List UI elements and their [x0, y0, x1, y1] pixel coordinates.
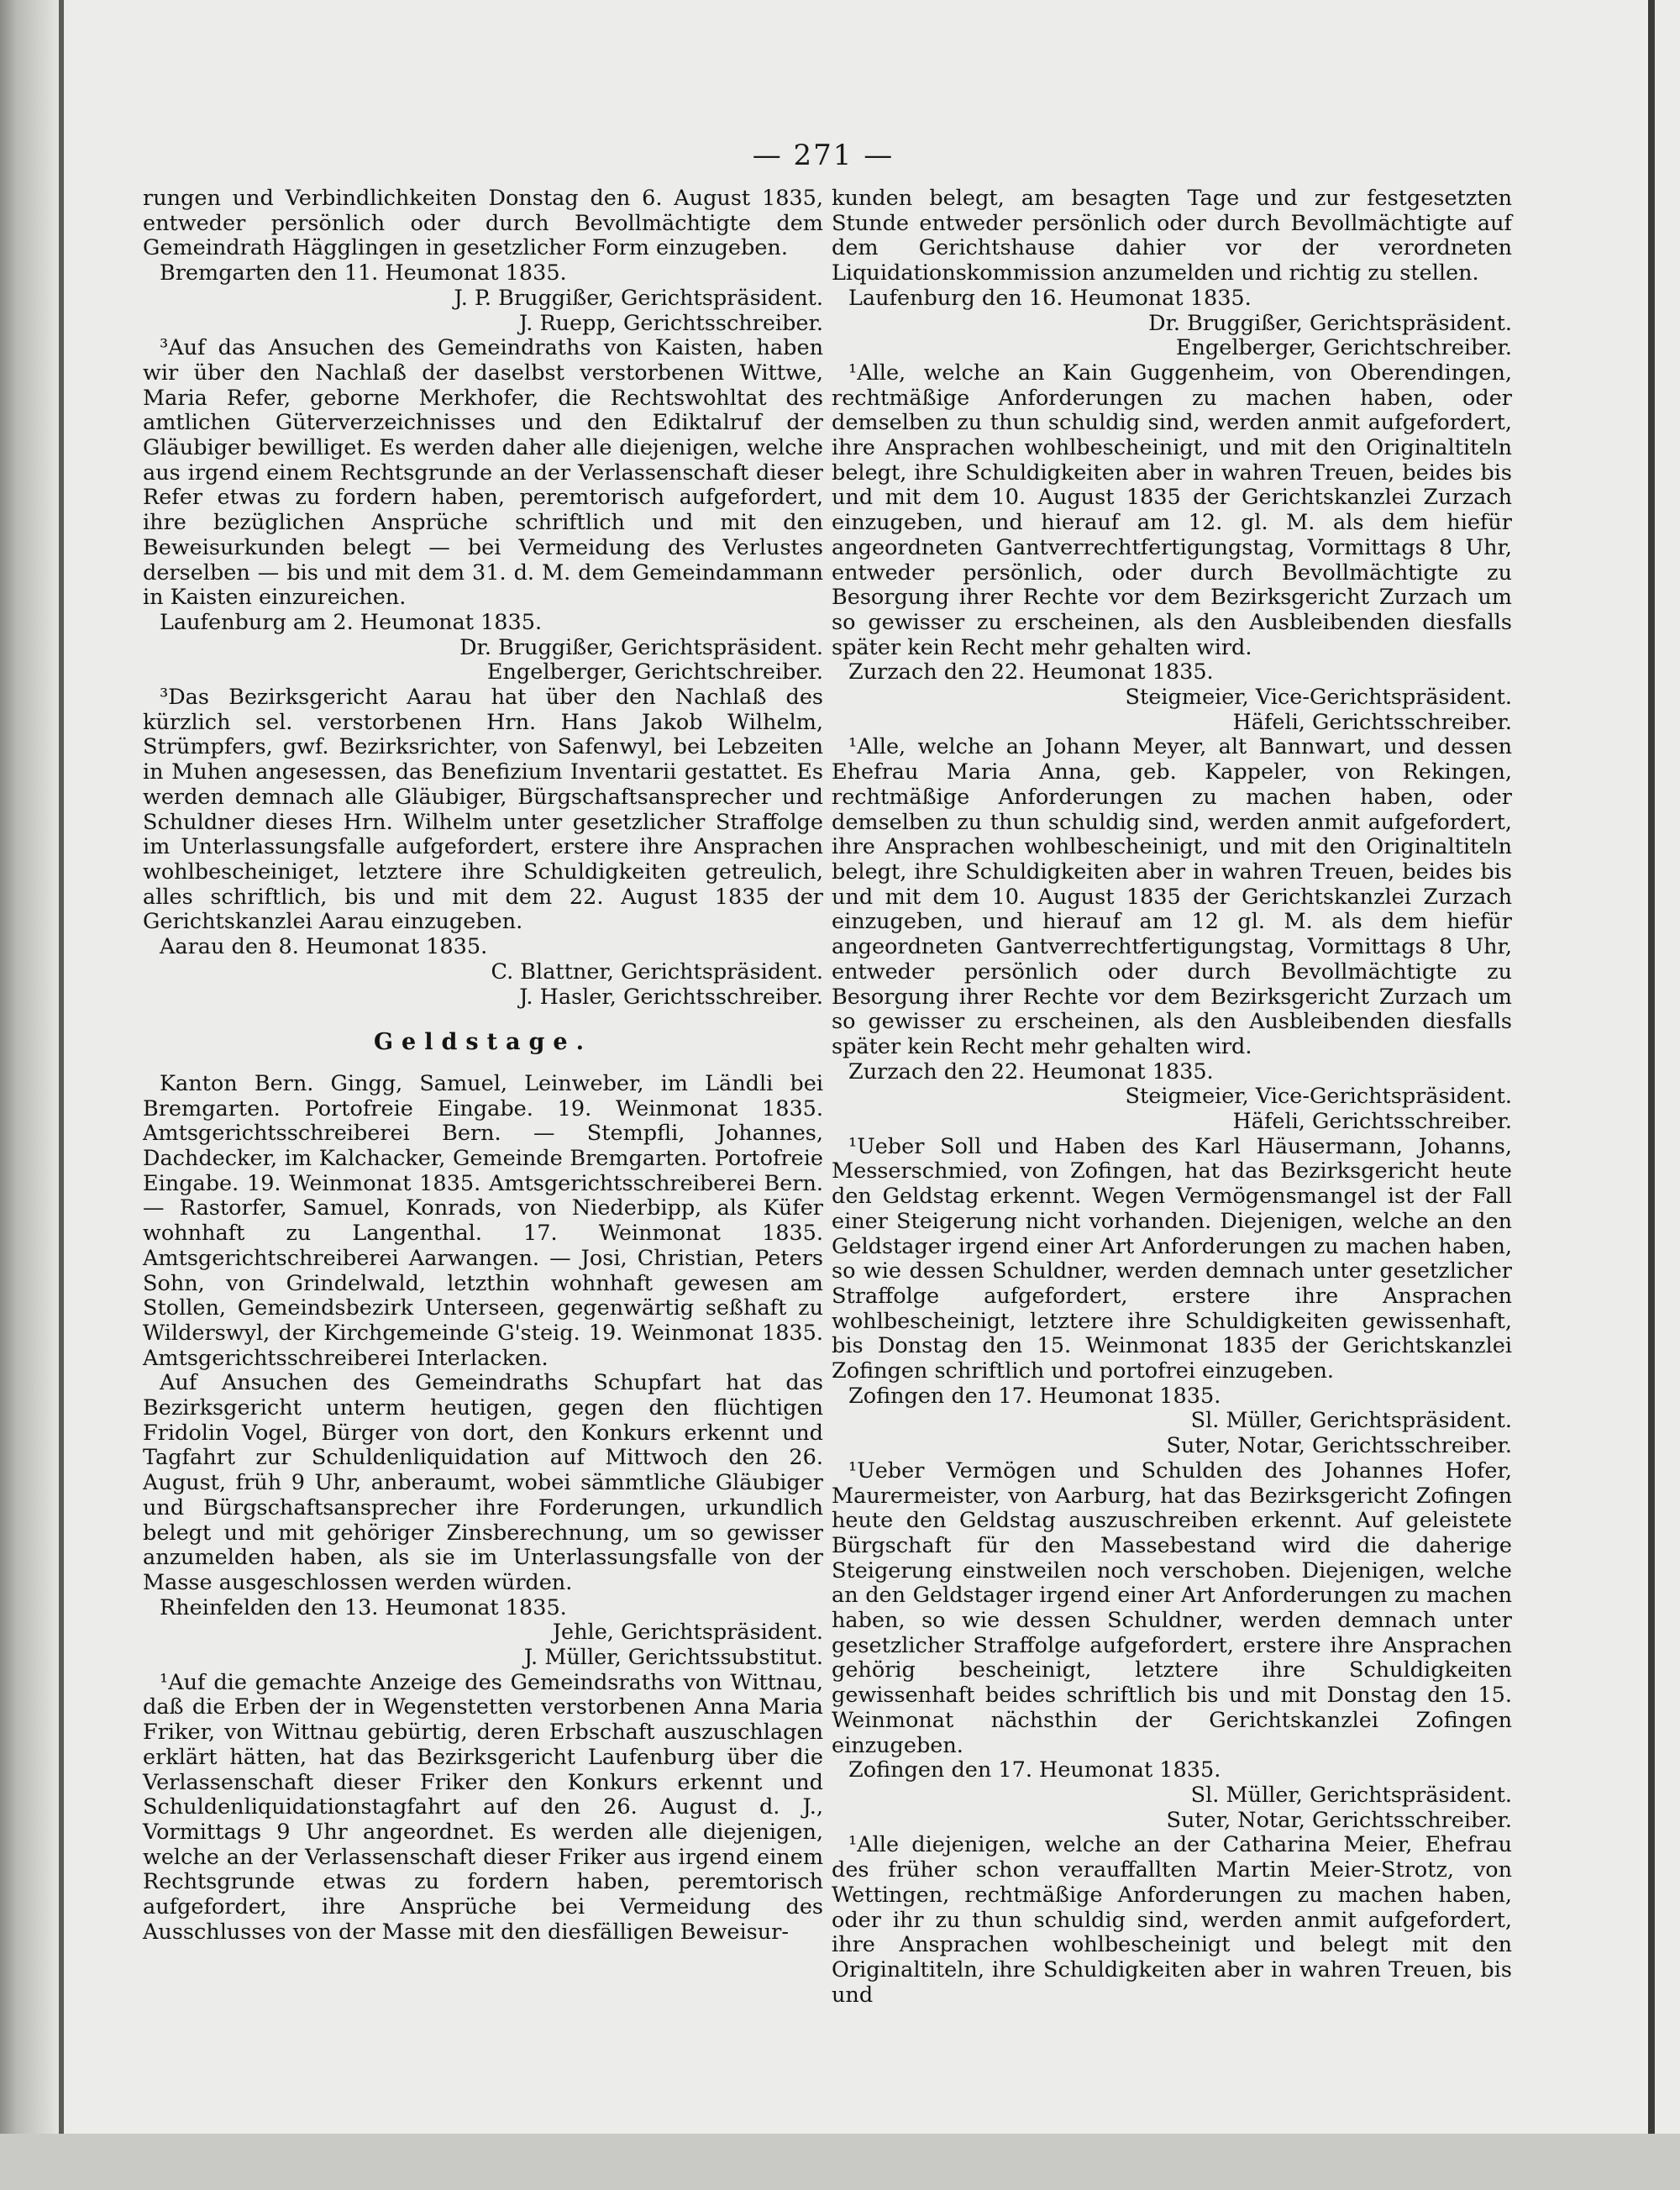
signature: Sl. Müller, Gerichtspräsident. — [1190, 1783, 1512, 1808]
paragraph: ³Auf das Ansuchen des Gemeindraths von Kaisten, haben wir über den Nachlaß der daselbst verstorbenen Wittwe, Maria Refer, geborne Merkhofer, die Rechtswohltat des amtlichen Güterverzeichnisses und den Ediktalruf der Gläubiger bewilliget. Es werden daher alle diejenigen, welche aus irgend einem Rechtsgrunde an der Verlassenschaft dieser Refer etwas zu fordern haben, peremtorisch aufgefordert, ihre bezüglichen Ansprüche schriftlich und mit den Beweisurkunden belegt — bei Vermeidung des Verlustes derselben — bis und mit dem 31. d. M. dem Gemeindammann in Kaisten einzureichen. — [143, 335, 823, 611]
signature: J. Hasler, Gerichtsschreiber. — [519, 984, 823, 1010]
signature: Sl. Müller, Gerichtspräsident. — [1190, 1408, 1512, 1434]
signature: Häfeli, Gerichtsschreiber. — [1232, 1109, 1512, 1135]
signature: J. P. Bruggißer, Gerichtspräsident. — [454, 285, 823, 311]
left-column — [143, 186, 823, 1946]
signature: C. Blattner, Gerichtspräsident. — [491, 958, 823, 985]
section-heading: Geldstage. — [374, 1029, 592, 1056]
signature: J. Müller, Gerichtssubstitut. — [523, 1645, 823, 1671]
place-date: Zofingen den 17. Heumonat 1835. — [848, 1757, 1221, 1783]
paragraph: ¹Ueber Vermögen und Schulden des Johannes Hofer, Maurermeister, von Aarburg, hat das Bezirksgericht Zofingen heute den Geldstag auszuschreiben erkennt. Auf geleistete Bürgschaft für den Massebestand wird die daherige Steigerung einstweilen noch verschoben. Diejenigen, welche an den Geldstager irgend einer Art Anforderungen zu machen haben, so wie dessen Schuldner, werden demnach unter gesetzlicher Straffolge aufgefordert, erstere ihre Ansprachen gehörig bescheinigt, letztere ihre Schuldigkeiten gewissenhaft beides schriftlich bis und mit Donstag den 15. Weinmonat nächsthin der Gerichtskanzlei Zofingen einzugeben. — [832, 1457, 1512, 1758]
place-date: Zurzach den 22. Heumonat 1835. — [848, 659, 1214, 685]
signature: Engelberger, Gerichtschreiber. — [1175, 335, 1512, 361]
signature: Häfeli, Gerichtsschreiber. — [1232, 709, 1512, 735]
place-date: Bremgarten den 11. Heumonat 1835. — [160, 260, 567, 286]
paragraph: ¹Ueber Soll und Haben des Karl Häusermann, Johanns, Messerschmied, von Zofingen, hat das Bezirksgericht heute den Geldstag erkennt. Wegen Vermögensmangel ist der Fall einer Steigerung nicht vorhanden. Diejenigen, welche an den Geldstager irgend einer Art Anforderungen zu machen haben, so wie dessen Schuldner, werden demnach unter gesetzlicher Straffolge aufgefordert, erstere ihre Ansprachen wohlbescheinigt, letztere ihre Schuldigkeiten gewissenhaft, bis Donstag den 15. Weinmonat 1835 der Gerichtskanzlei Zofingen schriftlich und portofrei einzugeben. — [832, 1133, 1512, 1384]
place-date: Zurzach den 22. Heumonat 1835. — [848, 1058, 1214, 1084]
signature: Steigmeier, Vice-Gerichtspräsident. — [1125, 1084, 1512, 1110]
paragraph: Kanton Bern. Gingg, Samuel, Leinweber, im Ländli bei Bremgarten. Portofreie Eingabe. 19. Weinmonat 1835. Amtsgerichtsschreiberei Bern. — Stempfli, Johannes, Dachdecker, im Kalchacker, Gemeinde Bremgarten. Portofreie Eingabe. 19. Weinmonat 1835. Amtsgerichtsschreiberei Bern. — Rastorfer, Samuel, Konrads, von Niederbipp, als Küfer wohnhaft zu Langenthal. 17. Weinmonat 1835. Amtsgerichtschreiberei Aarwangen. — Josi, Christian, Peters Sohn, von Grindelwald, letzthin wohnhaft gewesen am Stollen, Gemeindsbezirk Unterseen, gegenwärtig seßhaft zu Wilderswyl, der Kirchgemeinde G'steig. 19. Weinmonat 1835. Amtsgerichtsschreiberei Interlacken. — [143, 1070, 823, 1371]
signature: Dr. Bruggißer, Gerichtspräsident. — [459, 634, 823, 660]
place-date: Aarau den 8. Heumonat 1835. — [160, 934, 488, 960]
paragraph: ³Das Bezirksgericht Aarau hat über den Nachlaß des kürzlich sel. verstorbenen Hrn. Hans Jakob Wilhelm, Strümpfers, gwf. Bezirksrichter, von Safenwyl, bei Lebzeiten in Muhen angesessen, das Benefizium Inventarii gestattet. Es werden demnach alle Gläubiger, Bürgschaftsansprecher und Schuldner dieses Hrn. Wilhelm unter gesetzlicher Straffolge im Unterlassungsfalle aufgefordert, erstere ihre Ansprachen wohlbescheiniget, letztere ihre Schuldigkeiten getreulich, alles schriftlich, bis und mit dem 22. August 1835 der Gerichtskanzlei Aarau einzugeben. — [143, 685, 823, 935]
page-number: — 271 — — [752, 139, 895, 172]
signature: Steigmeier, Vice-Gerichtspräsident. — [1125, 685, 1512, 711]
scan-margin-left — [0, 0, 59, 2190]
place-date: Zofingen den 17. Heumonat 1835. — [848, 1383, 1221, 1409]
place-date: Laufenburg am 2. Heumonat 1835. — [160, 609, 543, 635]
signature: Suter, Notar, Gerichtsschreiber. — [1166, 1433, 1512, 1459]
signature: J. Ruepp, Gerichtsschreiber. — [518, 310, 823, 336]
signature: Engelberger, Gerichtschreiber. — [486, 659, 823, 685]
signature: Suter, Notar, Gerichtsschreiber. — [1166, 1807, 1512, 1833]
paragraph: ¹Alle diejenigen, welche an der Catharina Meier, Ehefrau des früher schon verauffallten Martin Meier-Strotz, von Wettingen, rechtmäßige Anforderungen zu machen haben, oder ihr zu thun schuldig sind, werden anmit aufgefordert, ihre Ansprachen wohlbescheinigt und belegt mit den Originaltiteln, ihre Schuldigkeiten aber in wahren Treuen, bis und — [832, 1832, 1512, 2008]
paragraph: ¹Alle, welche an Johann Meyer, alt Bannwart, und dessen Ehefrau Maria Anna, geb. Kappeler, von Rekingen, rechtmäßige Anforderungen zu machen haben, oder demselben zu thun schuldig sind, werden anmit aufgefordert, ihre Ansprachen wohlbescheinigt, und mit den Originaltiteln belegt, ihre Schuldigkeiten aber in wahren Treuen, beides bis und mit dem 10. August 1835 der Gerichtskanzlei Zurzach einzugeben, und hierauf am 12 gl. M. als dem hiefür angeordneten Gantverrechtfertigungstag, Vormittags 8 Uhr, entweder persönlich oder durch Bevollmächtigte zu Besorgung ihrer Rechte vor dem Bezirksgericht Zurzach um so gewisser zu erscheinen, als den Ausbleibenden diesfalls später kein Recht mehr gehalten wird. — [832, 734, 1512, 1059]
page-right-edge — [1648, 0, 1655, 2134]
right-column — [832, 186, 1512, 2008]
place-date: Rheinfelden den 13. Heumonat 1835. — [160, 1594, 567, 1620]
paragraph: kunden belegt, am besagten Tage und zur festgesetzten Stunde entweder persönlich oder durch Bevollmächtigte auf dem Gerichtshause dahier vor der verordneten Liquidationskommission anzumelden und richtig zu stellen. — [832, 186, 1512, 286]
place-date: Laufenburg den 16. Heumonat 1835. — [848, 285, 1252, 311]
paragraph: ¹Alle, welche an Kain Guggenheim, von Oberendingen, rechtmäßige Anforderungen zu machen haben, oder demselben zu thun schuldig sind, werden anmit aufgefordert, ihre Ansprachen wohlbescheinigt, und mit den Originaltiteln belegt, ihre Schuldigkeiten aber in wahren Treuen, beides bis und mit dem 10. August 1835 der Gerichtskanzlei Zurzach einzugeben, und hierauf am 12. gl. M. als dem hiefür angeordneten Gantverrechtfertigungstag, Vormittags 8 Uhr, entweder persönlich, oder durch Bevollmächtigte zu Besorgung ihrer Rechte vor dem Bezirksgericht Zurzach um so gewisser zu erscheinen, als den Ausbleibenden diesfalls später kein Recht mehr gehalten wird. — [832, 360, 1512, 660]
paragraph: rungen und Verbindlichkeiten Donstag den 6. August 1835, entweder persönlich oder durch Bevollmächtigte dem Gemeindrath Hägglingen in gesetzlicher Form einzugeben. — [143, 186, 823, 261]
page-binding-edge — [59, 0, 64, 2134]
paragraph: ¹Auf die gemachte Anzeige des Gemeindsraths von Wittnau, daß die Erben der in Wegenstetten verstorbenen Anna Maria Friker, von Wittnau gebürtig, deren Erbschaft auszuschlagen erklärt hätten, hat das Bezirksgericht Laufenburg über die Verlassenschaft dieser Friker den Konkurs erkennt und Schuldenliquidationstagfahrt auf den 26. August d. J., Vormittags 9 Uhr angeordnet. Es werden alle diejenigen, welche an der Verlassenschaft dieser Friker aus irgend einem Rechtsgrunde etwas zu fordern haben, peremtorisch aufgefordert, ihre Ansprüche bei Vermeidung des Ausschlusses von der Masse mit den diesfälligen Beweisur- — [143, 1669, 823, 1945]
signature: Dr. Bruggißer, Gerichtspräsident. — [1148, 310, 1512, 336]
scan-margin-bottom — [0, 2134, 1680, 2190]
paragraph: Auf Ansuchen des Gemeindraths Schupfart hat das Bezirksgericht unterm heutigen, gegen den flüchtigen Fridolin Vogel, Bürger von dort, den Konkurs erkennt und Tagfahrt zur Schuldenliquidation auf Mittwoch den 26. August, früh 9 Uhr, anberaumt, wobei sämmtliche Gläubiger und Bürgschaftsansprecher ihre Forderungen, urkundlich belegt und mit gehöriger Zinsberechnung, um so gewisser anzumelden haben, als sie im Unterlassungsfalle von der Masse ausgeschlossen werden würden. — [143, 1370, 823, 1595]
signature: Jehle, Gerichtspräsident. — [552, 1620, 823, 1646]
